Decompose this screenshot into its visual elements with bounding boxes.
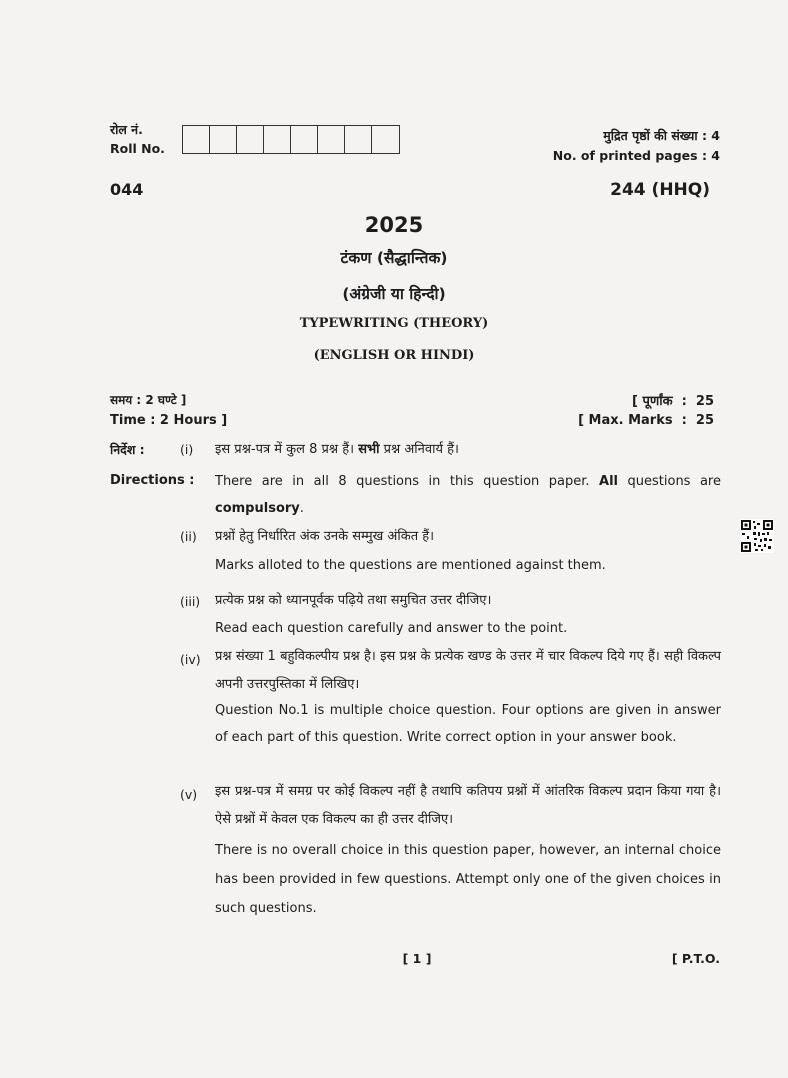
qr-code-icon (740, 519, 774, 553)
roll-number-label (110, 120, 165, 158)
max-marks-hindi (632, 391, 714, 409)
direction-3-hindi: प्रत्येक प्रश्न को ध्यानपूर्वक पढ़िये तथा समुचित उत्तर दीजिए। (215, 593, 492, 608)
direction-1-hindi-post: प्रश्न अनिवार्य हैं। (379, 442, 459, 457)
page-number: [ 1 ] (402, 951, 432, 966)
paper-code: 244 (HHQ) (610, 180, 710, 200)
direction-1-english-post: . (299, 501, 304, 516)
direction-4-english: Question No.1 is multiple choice question. Four options are given in answer of each part of this question. Write correct option in your answer book. (215, 703, 721, 745)
direction-3-english: Read each question carefully and answer to the point. (215, 621, 568, 636)
direction-2-hindi: प्रश्नों हेतु निर्धारित अंक उनके सम्मुख अंकित हैं। (215, 529, 435, 544)
time-hindi: समय : 2 घण्टे ] (110, 393, 187, 407)
roll-box (183, 126, 210, 153)
direction-1-hindi-pre: इस प्रश्न-पत्र में कुल 8 प्रश्न हैं। (215, 442, 359, 457)
direction-number: (i) (180, 442, 194, 457)
direction-2-english: Marks alloted to the questions are mentioned against them. (215, 558, 606, 573)
roll-label-hindi: रोल नं. (110, 122, 143, 137)
direction-1-english-pre: There are in all 8 questions in this question paper. (215, 474, 600, 489)
direction-1-english (215, 468, 721, 522)
direction-1-hindi-bold: सभी (358, 442, 380, 457)
direction-4-hindi: प्रश्न संख्या 1 बहुविकल्पीय प्रश्न है। इस प्रश्न के प्रत्येक खण्ड के उत्तर में चार विकल्प दिये गए हैं। सही विकल्प अपनी उत्तरपुस्तिका में लिखिए। (215, 649, 721, 692)
hindi-subtitle: (अंग्रेजी या हिन्दी) (342, 285, 446, 303)
max-marks-english-text: [ Max. Marks : 25 (578, 413, 714, 428)
max-marks-english (578, 413, 714, 428)
direction-1-english-mid: questions are (618, 474, 721, 489)
roll-box (210, 126, 237, 153)
roll-box (318, 126, 345, 153)
english-subtitle: (ENGLISH OR HINDI) (313, 348, 475, 363)
direction-1-hindi (215, 440, 459, 460)
roll-label-english: Roll No. (110, 141, 165, 156)
direction-1-english-bold2: compulsory (215, 501, 300, 516)
direction-5-english: There is no overall choice in this question paper, however, an internal choice has been provided in few questions. Attempt only one of the given choices in such questions. (215, 843, 721, 916)
roll-number-boxes (182, 125, 400, 154)
direction-5-hindi: इस प्रश्न-पत्र में समग्र पर कोई विकल्प नहीं है तथापि कतिपय प्रश्नों में आंतरिक विकल्प प्रदान किया गया है। ऐसे प्रश्नों में केवल एक विकल्प का ही उत्तर दीजिए। (215, 784, 721, 827)
english-title: TYPEWRITING (THEORY) (299, 316, 489, 331)
direction-1-english-bold: All (599, 474, 619, 489)
printed-pages-info (553, 126, 720, 166)
roll-box (291, 126, 318, 153)
directions-label-hindi: निर्देश : (110, 442, 145, 457)
subject-code: 044 (110, 180, 144, 199)
exam-year: 2025 (364, 213, 424, 237)
direction-number: (ii) (180, 529, 197, 544)
roll-box (345, 126, 372, 153)
roll-box (372, 126, 399, 153)
please-turn-over: [ P.T.O. (671, 951, 720, 966)
roll-box (264, 126, 291, 153)
roll-box (237, 126, 264, 153)
direction-number: (iv) (180, 652, 201, 667)
direction-number: (iii) (180, 594, 201, 609)
printed-pages-english: No. of printed pages : 4 (552, 148, 720, 163)
max-marks-hindi-text: [ पूर्णांक : 25 (632, 394, 714, 409)
printed-pages-hindi: मुद्रित पृष्ठों की संख्या : 4 (603, 128, 720, 143)
hindi-title: टंकण (सैद्धान्तिक) (340, 249, 448, 267)
directions-label-english: Directions : (110, 473, 195, 488)
direction-number: (v) (180, 787, 198, 802)
time-english: Time : 2 Hours ] (110, 413, 228, 428)
